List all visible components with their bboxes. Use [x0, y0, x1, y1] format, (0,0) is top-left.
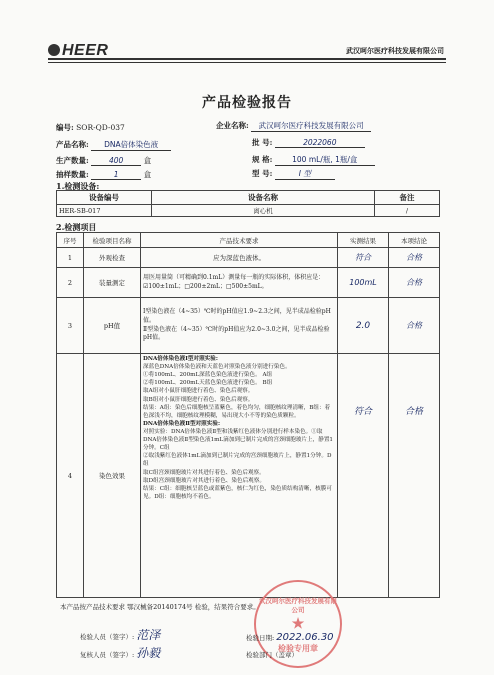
item-header: 产品技术要求	[141, 233, 338, 248]
inspection-basis: 本产品按产品技术要求 鄂汉械备20140174号 检验，结果符合要求。	[60, 603, 260, 611]
table-row: 3 pH值 Ⅰ型染色液在（4~35）℃时的pH值应1.9~2.3之间，见半成品检验pH值。 Ⅱ型染色液在（4~35）℃时的pH值应为2.0~3.0之间，见半成品检验pH值。 2.0 合格	[57, 298, 440, 354]
eq-cell: HER-SB-017	[57, 205, 152, 217]
item-header: 序号	[57, 233, 84, 248]
item-header: 本项结论	[389, 233, 440, 248]
eq-header: 备注	[375, 191, 440, 205]
sample-field: 抽样数量: 1 盒	[56, 170, 152, 179]
date-field: 检验日期: 2022.06.30	[246, 632, 334, 643]
eq-cell: 离心机	[152, 205, 375, 217]
eq-cell: /	[375, 205, 440, 217]
equipment-table	[56, 190, 440, 217]
report-title: 产品检验报告	[202, 95, 292, 111]
product-field: 产品名称: DNA倍体染色液	[56, 139, 171, 151]
spec-value: 100 mL/瓶, 1瓶/盒	[275, 154, 375, 166]
logo-mark-icon	[48, 44, 60, 56]
production-field: 生产数量: 400 盒	[56, 156, 152, 165]
batch-value: 2022060	[275, 138, 365, 148]
sample-value: 1	[91, 170, 141, 180]
section-equipment-title: 1.检测设备:	[56, 181, 100, 191]
batch-field: 批 号: 2022060	[252, 137, 365, 148]
header-rule	[48, 58, 446, 60]
reviewer-field: 复核人员（签字）: 孙毅	[80, 646, 161, 660]
model-value: I 型	[275, 168, 335, 180]
header-rule-thin	[48, 62, 446, 63]
code-value: SOR-QD-037	[76, 123, 125, 132]
table-row: 1 外观检查 应为深蓝色液体。 符合 合格	[57, 248, 440, 268]
eq-header: 设备编号	[57, 191, 152, 205]
logo-text: HEER	[62, 42, 109, 59]
code-field: 编号: SOR-QD-037	[56, 123, 125, 132]
inspector-signature: 范泽	[136, 628, 161, 642]
date-value: 2022.06.30	[276, 632, 334, 643]
stamp-star-icon: ★	[291, 616, 305, 632]
production-value: 400	[91, 156, 141, 166]
inspector-field: 检验人员（签字）: 范泽	[80, 628, 161, 642]
spec-field: 规 格: 100 mL/瓶, 1瓶/盒	[252, 154, 375, 166]
product-value: DNA倍体染色液	[91, 139, 171, 151]
table-row: 4 染色效果 DNA倍体染色液Ⅰ型对照实验: 深蓝色DNA倍体染色液和天蓝色对照染色液分别进行染色。 ①将100mL、200mL深蓝色染色液进行染色。 A组 ②将100mL、200mL天蓝色染色液进行染色。 B组 取A组对小鼠肝细胞进行着色、染色后观察。 取B组对小鼠肝细胞进行着色、染色后观察。 结果：A组：染色后细胞核呈蓝紫色，着色均匀，细胞核纹理清晰，B组：着色深浅不均，细胞核纹理模糊，易出现大小不等的染色质颗粒。 DNA倍体染色液Ⅱ型对照实验: 对照实验：DNA倍体染色液Ⅱ型和浅紫红色液体分别进行样本染色。①取DNA倍体染色液Ⅱ型染色液1mL滴加到已制片完成的宫颈细胞玻片上，静置1分钟。C组 ②取浅紫红色液体1mL滴加到已制片完成的宫颈细胞玻片上，静置1分钟。D组 取C组宫颈细胞玻片对其进行着色、染色后观察。 取D组宫颈细胞玻片对其进行着色、染色后观察。 结果：C组：细胞核呈蓝色或蓝紫色，核仁为红色，染色质结构清晰，核膜可见。D组：细胞核均不着色。 符合 合格	[57, 354, 440, 598]
table-row: 2 装量测定 用医用量筒（可精确到0.1mL）测量每一瓶的实际体积，体积应是：☑100±1mL；□200±2mL；□500±5mL。 100mL 合格	[57, 268, 440, 298]
eq-header: 设备名称	[152, 191, 375, 205]
inspection-stamp: 武汉呵尔医疗科技发展有限公司 ★ 检验专用章	[254, 580, 342, 668]
item-header: 实测结果	[338, 233, 389, 248]
reviewer-signature: 孙毅	[136, 646, 161, 660]
company-field: 企业名称: 武汉呵尔医疗科技发展有限公司	[216, 120, 371, 132]
header-company-name: 武汉呵尔医疗科技发展有限公司	[346, 46, 444, 55]
item-header: 检验项目名称	[84, 233, 141, 248]
dept-field: 检验部门（盖章）	[246, 651, 298, 659]
model-field: 型 号: I 型	[252, 168, 335, 180]
company-value: 武汉呵尔医疗科技发展有限公司	[251, 120, 371, 132]
inspection-table	[56, 232, 440, 598]
section-items-title: 2.检测项目	[56, 222, 97, 232]
